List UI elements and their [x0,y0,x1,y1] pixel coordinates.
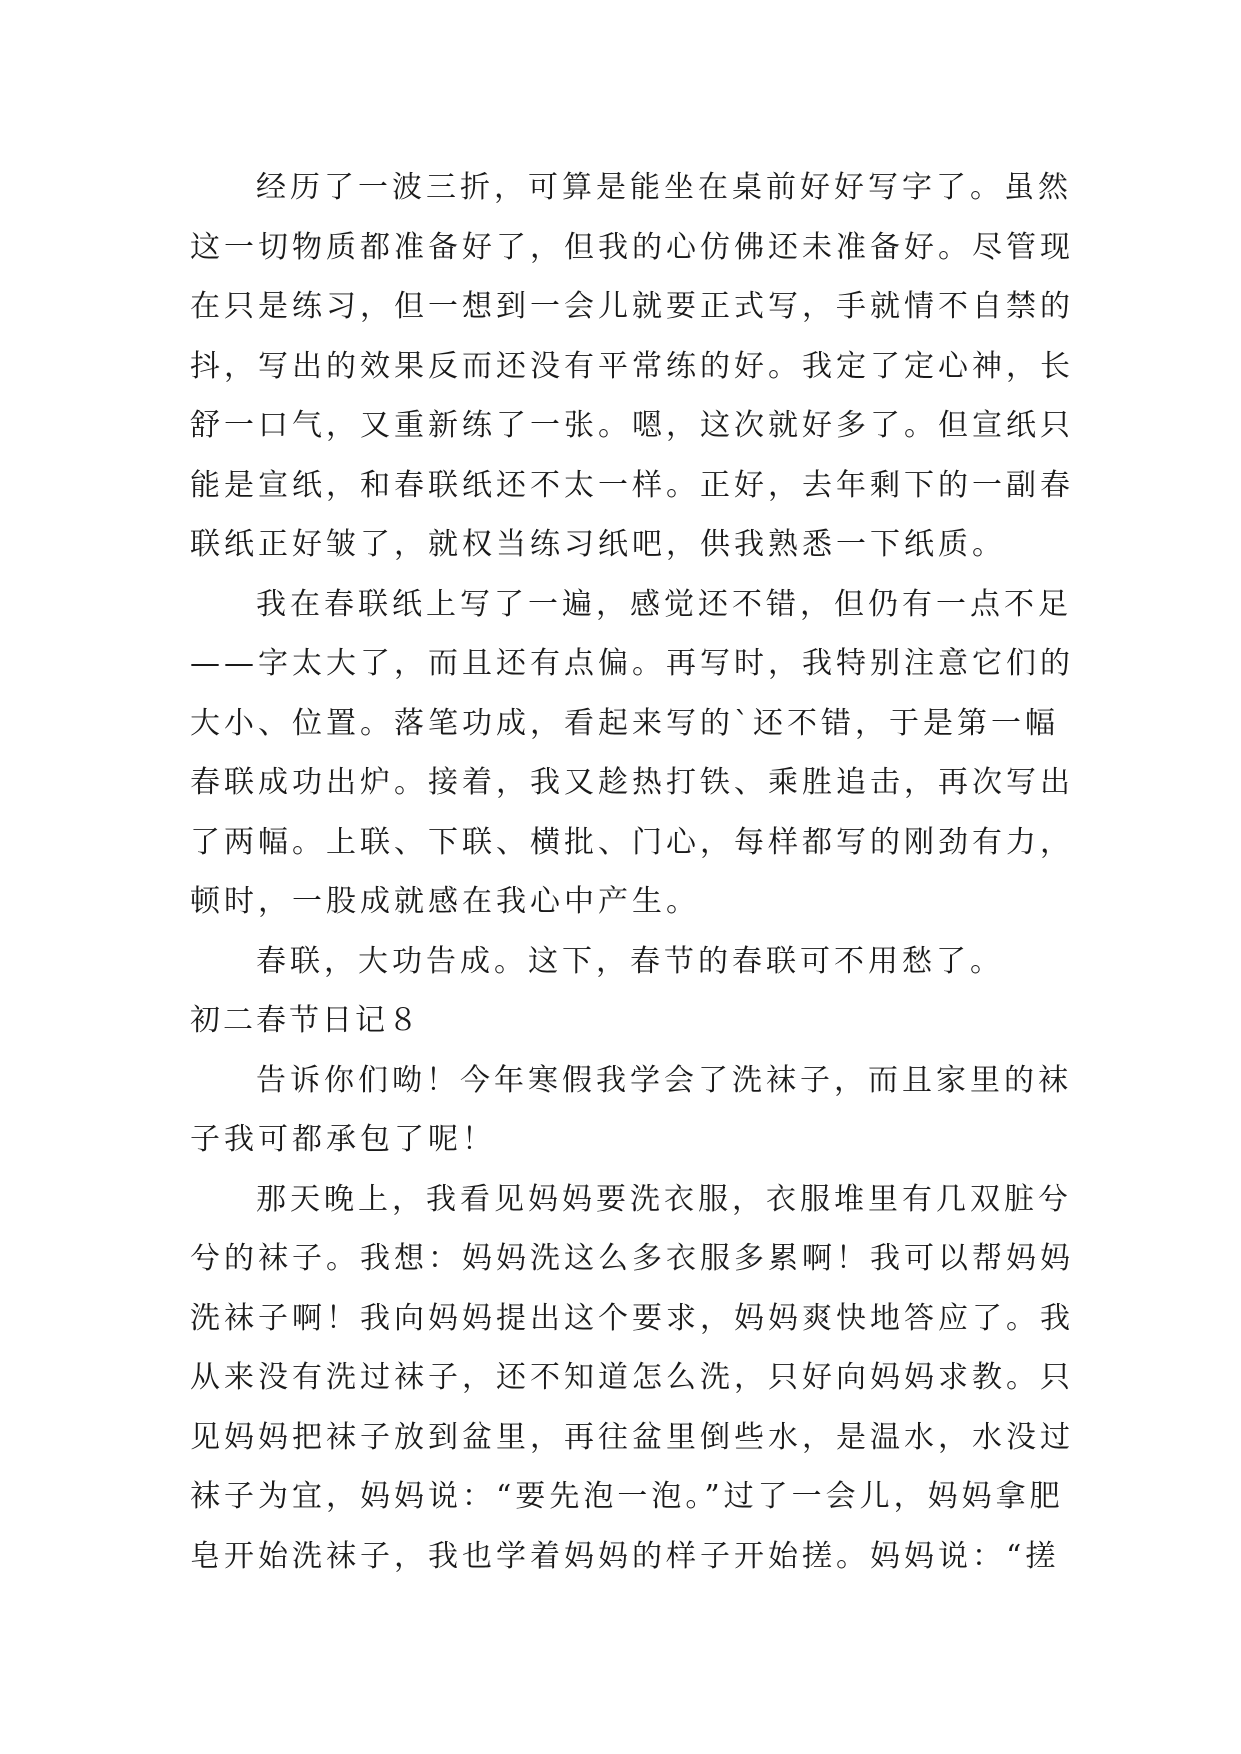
text-line: 告诉你们呦！今年寒假我学会了洗袜子，而且家里的袜 [256,1062,1072,1098]
paragraph-3 [190,932,1070,992]
text-line: 舒一口气，又重新练了一张。嗯，这次就好多了。但宣纸只 [190,408,1074,443]
text-line: 兮的袜子。我想：妈妈洗这么多衣服多累啊！我可以帮妈妈 [190,1241,1074,1276]
text-line: 子我可都承包了呢！ [190,1122,496,1157]
text-line: 从来没有洗过袜子，还不知道怎么洗，只好向妈妈求教。只 [190,1360,1074,1395]
text-line: 抖，写出的效果反而还没有平常练的好。我定了定心神，长 [190,348,1074,384]
text-line: 见妈妈把袜子放到盆里，再往盆里倒些水，是温水，水没过 [190,1419,1074,1455]
text-line: 皂开始洗袜子，我也学着妈妈的样子开始搓。妈妈说：“搓 [190,1538,1060,1574]
text-line: 春联，大功告成。这下，春节的春联可不用愁了。 [256,943,1004,979]
text-line: 在只是练习，但一想到一会儿就要正式写，手就情不自禁的 [190,289,1074,324]
text-line: 那天晚上，我看见妈妈要洗衣服，衣服堆里有几双脏兮 [256,1181,1072,1217]
paragraph-5 [190,1170,1074,1587]
text-line: 了两幅。上联、下联、横批、门心，每样都写的刚劲有力， [190,824,1074,860]
text-line: 能是宣纸，和春联纸还不太一样。正好，去年剩下的一副春 [190,467,1074,503]
text-line: ——字太大了，而且还有点偏。再写时，我特别注意它们的 [190,646,1074,681]
text-line: 春联成功出炉。接着，我又趁热打铁、乘胜追击，再次写出 [190,765,1074,800]
text-line: 袜子为宜，妈妈说：“要先泡一泡。”过了一会儿，妈妈拿肥 [190,1479,1064,1514]
text-line: 大小、位置。落笔功成，看起来写的`还不错，于是第一幅 [190,705,1059,741]
heading-text: 初二春节日记８ [190,1003,421,1038]
document-body [190,158,1074,1586]
text-line: 联纸正好皱了，就权当练习纸吧，供我熟悉一下纸质。 [190,527,1006,562]
paragraph-2 [190,575,1074,932]
paragraph-1 [190,158,1074,575]
text-line: 我在春联纸上写了一遍，感觉还不错，但仍有一点不足 [256,586,1072,622]
text-line: 洗袜子啊！我向妈妈提出这个要求，妈妈爽快地答应了。我 [190,1300,1074,1336]
text-line: 这一切物质都准备好了，但我的心仿佛还未准备好。尽管现 [190,229,1074,265]
paragraph-4 [190,1051,1070,1170]
text-line: 顿时，一股成就感在我心中产生。 [190,884,700,919]
text-line: 经历了一波三折，可算是能坐在桌前好好写字了。虽然 [256,170,1072,205]
section-heading [190,991,1070,1051]
